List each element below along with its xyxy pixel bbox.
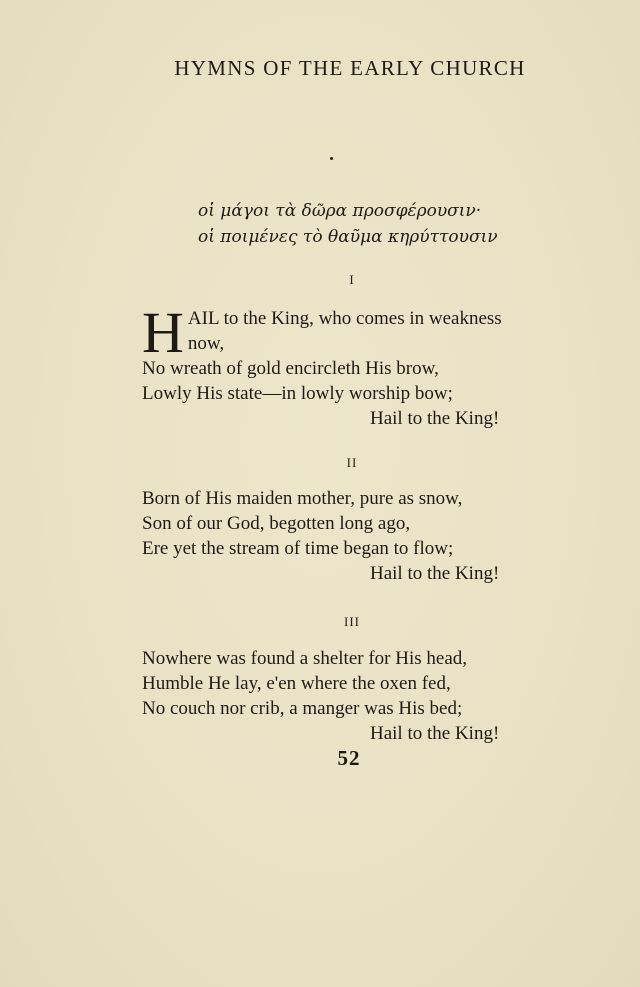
stanza-1-line-1: AIL to the King, who comes in weakness	[187, 308, 502, 329]
stanza-2	[142, 486, 562, 586]
stanza-2-line-3: Ere yet the stream of time began to flow;	[142, 538, 454, 559]
stanza-3-line-1: Nowhere was found a shelter for His head,	[142, 648, 468, 669]
drop-cap: H	[142, 300, 184, 365]
ink-speck	[330, 157, 333, 160]
stanza-2-line-1: Born of His maiden mother, pure as snow,	[142, 488, 463, 509]
running-head: HYMNS OF THE EARLY CHURCH	[174, 56, 526, 80]
stanza-numeral-3: III	[344, 614, 360, 629]
stanza-1-line-2: No wreath of gold encircleth His brow,	[142, 358, 439, 379]
stanza-2-line-2: Son of our God, begotten long ago,	[142, 513, 411, 534]
stanza-1-line-3: Lowly His state—in lowly worship bow;	[142, 383, 453, 404]
stanza-1	[142, 300, 562, 431]
stanza-3-line-3: No couch nor crib, a manger was His bed;	[142, 698, 463, 719]
epigraph-line-2: οἱ ποιμένες τὸ θαῦμα κηρύττουσιν	[198, 227, 498, 247]
stanza-1-line-1-cont: now,	[187, 333, 225, 354]
stanza-1-refrain: Hail to the King!	[370, 408, 500, 429]
greek-epigraph	[198, 198, 498, 250]
stanza-3-line-2: Humble He lay, e'en where the oxen fed,	[142, 673, 451, 694]
stanza-3	[142, 646, 562, 746]
stanza-2-refrain: Hail to the King!	[370, 563, 500, 584]
stanza-numeral-1: I	[349, 272, 355, 287]
page-number: 52	[337, 746, 361, 770]
stanza-numeral-2: II	[346, 455, 358, 470]
epigraph-line-1: οἱ μάγοι τὰ δῶρα προσφέρουσιν·	[198, 201, 482, 221]
stanza-3-refrain: Hail to the King!	[370, 723, 500, 744]
